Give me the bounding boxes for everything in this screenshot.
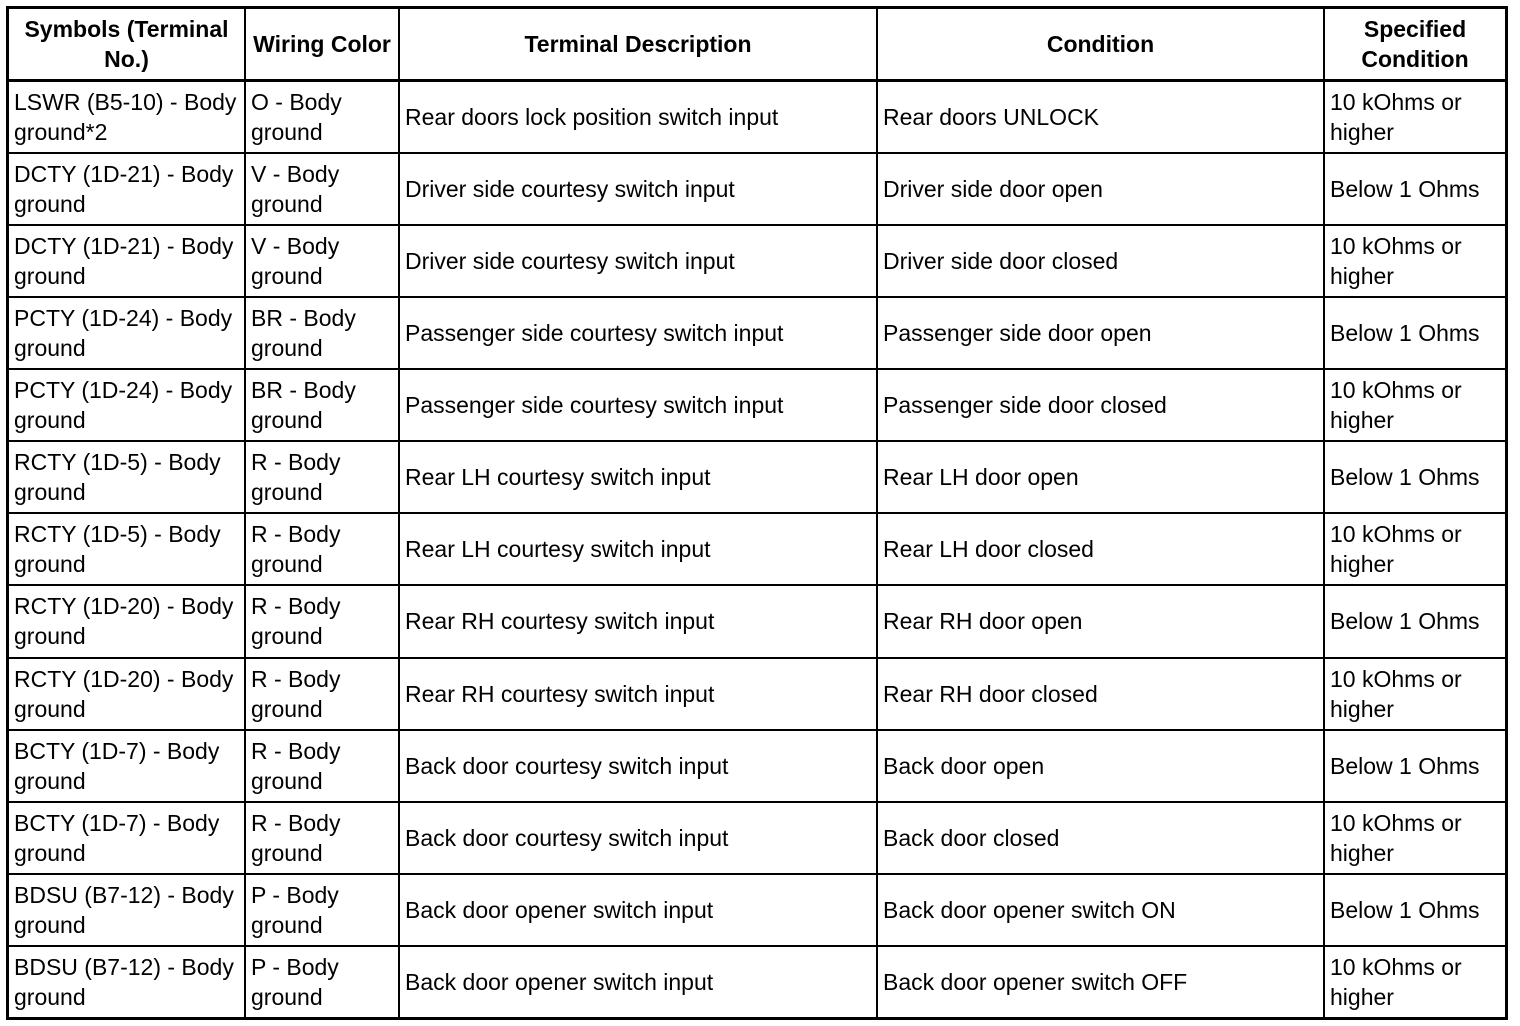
header-wiring-color: Wiring Color (245, 9, 399, 81)
table-row (9, 441, 1505, 513)
cell-symbols: LSWR (B5-10) - Body ground*2 (9, 81, 245, 154)
cell-wiring-color: R - Body ground (245, 730, 399, 802)
cell-condition: Rear doors UNLOCK (877, 81, 1324, 154)
cell-symbols: RCTY (1D-5) - Body ground (9, 513, 245, 585)
cell-condition: Passenger side door closed (877, 369, 1324, 441)
table-row (9, 225, 1505, 297)
table-row (9, 297, 1505, 369)
cell-terminal-description: Rear RH courtesy switch input (399, 658, 877, 730)
header-symbols: Symbols (Terminal No.) (9, 9, 245, 81)
table-body (9, 81, 1505, 1018)
cell-specified-condition: Below 1 Ohms (1324, 585, 1505, 657)
table-row (9, 658, 1505, 730)
cell-wiring-color: V - Body ground (245, 153, 399, 225)
cell-condition: Back door closed (877, 802, 1324, 874)
table-row (9, 81, 1505, 154)
cell-condition: Back door open (877, 730, 1324, 802)
cell-specified-condition: Below 1 Ohms (1324, 874, 1505, 946)
cell-symbols: PCTY (1D-24) - Body ground (9, 297, 245, 369)
cell-wiring-color: BR - Body ground (245, 369, 399, 441)
table-row (9, 585, 1505, 657)
cell-wiring-color: R - Body ground (245, 802, 399, 874)
cell-terminal-description: Back door opener switch input (399, 874, 877, 946)
cell-wiring-color: P - Body ground (245, 946, 399, 1017)
cell-condition: Passenger side door open (877, 297, 1324, 369)
table-row (9, 513, 1505, 585)
cell-condition: Driver side door closed (877, 225, 1324, 297)
table-header-row (9, 9, 1505, 81)
cell-specified-condition: 10 kOhms or higher (1324, 658, 1505, 730)
cell-specified-condition: 10 kOhms or higher (1324, 225, 1505, 297)
cell-specified-condition: 10 kOhms or higher (1324, 513, 1505, 585)
cell-specified-condition: 10 kOhms or higher (1324, 946, 1505, 1017)
cell-condition: Rear RH door closed (877, 658, 1324, 730)
cell-wiring-color: O - Body ground (245, 81, 399, 154)
cell-wiring-color: R - Body ground (245, 585, 399, 657)
cell-symbols: DCTY (1D-21) - Body ground (9, 153, 245, 225)
cell-terminal-description: Back door courtesy switch input (399, 802, 877, 874)
cell-terminal-description: Passenger side courtesy switch input (399, 297, 877, 369)
cell-symbols: RCTY (1D-20) - Body ground (9, 585, 245, 657)
table-row (9, 369, 1505, 441)
cell-wiring-color: R - Body ground (245, 513, 399, 585)
cell-condition: Back door opener switch ON (877, 874, 1324, 946)
cell-symbols: BCTY (1D-7) - Body ground (9, 730, 245, 802)
cell-wiring-color: V - Body ground (245, 225, 399, 297)
table-row (9, 730, 1505, 802)
cell-terminal-description: Driver side courtesy switch input (399, 153, 877, 225)
cell-condition: Rear LH door open (877, 441, 1324, 513)
table-row (9, 946, 1505, 1017)
cell-symbols: PCTY (1D-24) - Body ground (9, 369, 245, 441)
cell-terminal-description: Rear RH courtesy switch input (399, 585, 877, 657)
terminal-spec-table (6, 6, 1508, 1020)
cell-terminal-description: Rear LH courtesy switch input (399, 513, 877, 585)
cell-condition: Back door opener switch OFF (877, 946, 1324, 1017)
spec-table (9, 9, 1505, 1017)
cell-wiring-color: R - Body ground (245, 658, 399, 730)
header-condition: Condition (877, 9, 1324, 81)
table-row (9, 153, 1505, 225)
cell-condition: Rear LH door closed (877, 513, 1324, 585)
cell-specified-condition: Below 1 Ohms (1324, 153, 1505, 225)
cell-specified-condition: 10 kOhms or higher (1324, 802, 1505, 874)
cell-wiring-color: BR - Body ground (245, 297, 399, 369)
cell-symbols: DCTY (1D-21) - Body ground (9, 225, 245, 297)
cell-symbols: RCTY (1D-20) - Body ground (9, 658, 245, 730)
cell-condition: Driver side door open (877, 153, 1324, 225)
cell-terminal-description: Rear doors lock position switch input (399, 81, 877, 154)
cell-terminal-description: Back door courtesy switch input (399, 730, 877, 802)
cell-terminal-description: Rear LH courtesy switch input (399, 441, 877, 513)
cell-specified-condition: Below 1 Ohms (1324, 730, 1505, 802)
cell-symbols: RCTY (1D-5) - Body ground (9, 441, 245, 513)
cell-wiring-color: R - Body ground (245, 441, 399, 513)
cell-specified-condition: Below 1 Ohms (1324, 441, 1505, 513)
cell-condition: Rear RH door open (877, 585, 1324, 657)
table-row (9, 802, 1505, 874)
cell-symbols: BDSU (B7-12) - Body ground (9, 946, 245, 1017)
cell-specified-condition: 10 kOhms or higher (1324, 81, 1505, 154)
cell-terminal-description: Driver side courtesy switch input (399, 225, 877, 297)
cell-wiring-color: P - Body ground (245, 874, 399, 946)
cell-symbols: BCTY (1D-7) - Body ground (9, 802, 245, 874)
cell-specified-condition: 10 kOhms or higher (1324, 369, 1505, 441)
cell-terminal-description: Passenger side courtesy switch input (399, 369, 877, 441)
header-specified-condition: Specified Condition (1324, 9, 1505, 81)
cell-specified-condition: Below 1 Ohms (1324, 297, 1505, 369)
cell-terminal-description: Back door opener switch input (399, 946, 877, 1017)
table-row (9, 874, 1505, 946)
header-terminal-description: Terminal Description (399, 9, 877, 81)
cell-symbols: BDSU (B7-12) - Body ground (9, 874, 245, 946)
